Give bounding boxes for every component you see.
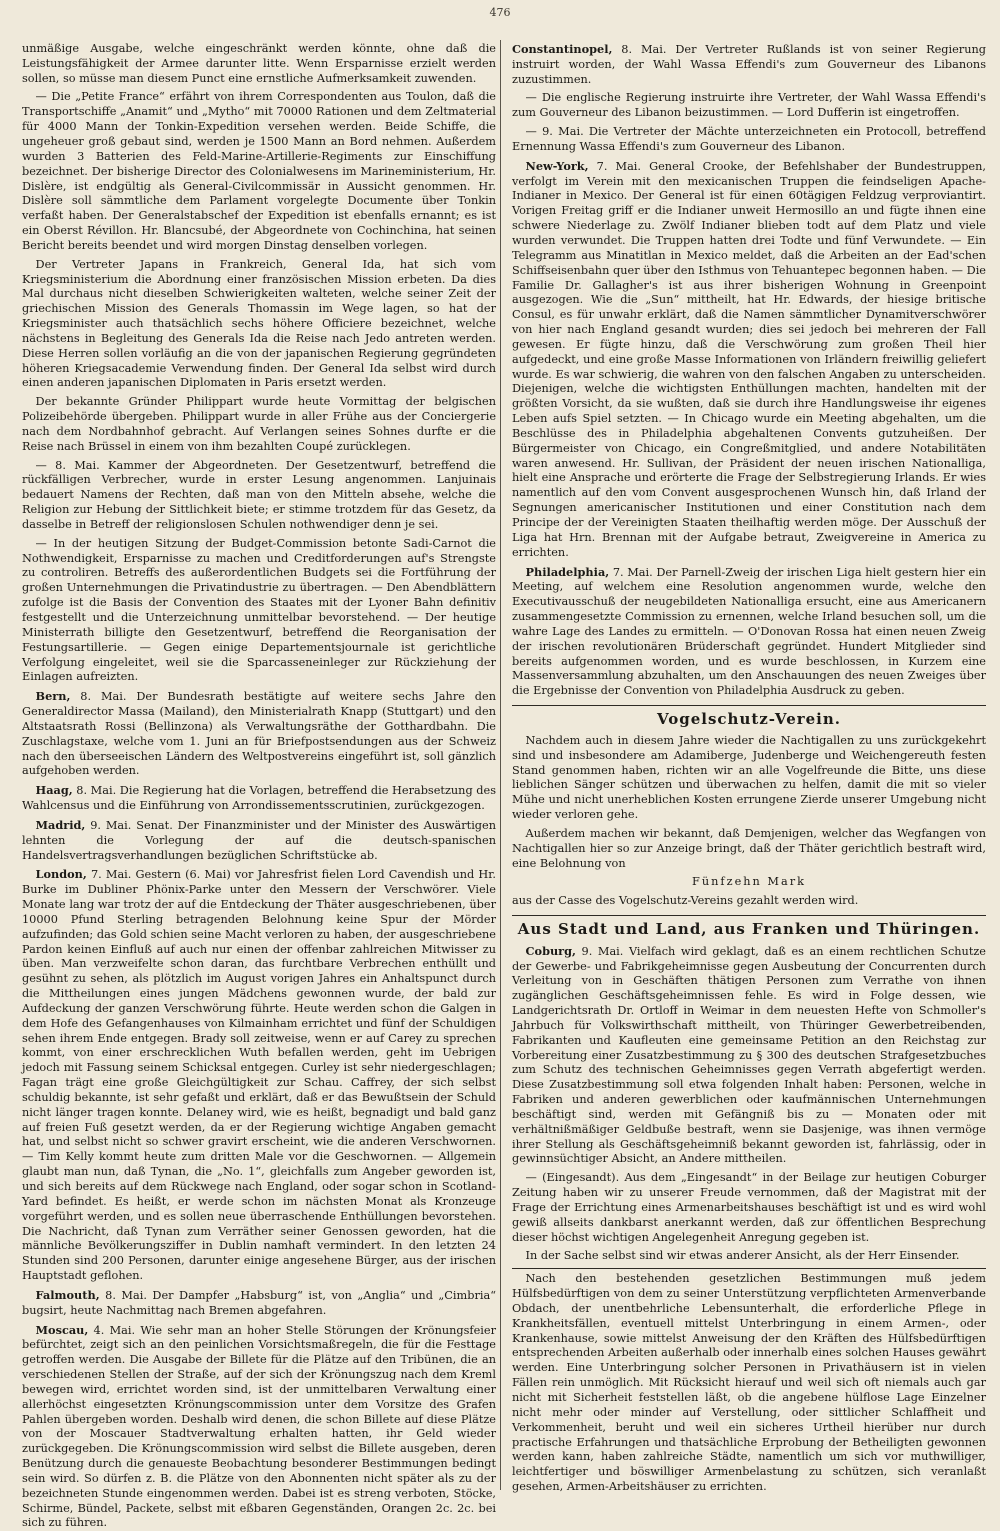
left-paragraph xyxy=(22,459,496,533)
dateline: New-York, xyxy=(525,158,589,173)
left-paragraph xyxy=(22,1323,496,1531)
dateline: Madrid, xyxy=(35,817,86,832)
dateline: Falmouth, xyxy=(35,1287,100,1302)
left-paragraph xyxy=(22,818,496,864)
right-paragraph xyxy=(512,159,986,561)
stadt-land-paragraph-2: — (Eingesandt). Aus dem „Eingesandt“ in der Beilage zur heutigen Coburger Zeitung haben wir zu unserer Freude vernommen, daß der Magistrat mit der Frage der Errichtung eines Armenarbeitshauses beschäftigt ist und es wird wohl gewiß allseits dankbarst anerkannt werden, daß zur öffentlichen Besprechung dieser höchst wichtigen Angelegenheit Anregung gegeben ist. xyxy=(512,1171,986,1244)
left-paragraph xyxy=(22,689,496,779)
vogelschutz-closing: aus der Casse des Vogelschutz-Vereins gezahlt werden wird. xyxy=(512,894,859,908)
right-paragraph xyxy=(512,42,986,88)
stadt-land-paragraph-1 xyxy=(512,944,986,1168)
left-paragraph xyxy=(22,867,496,1284)
stadt-land-heading: Aus Stadt und Land, aus Franken und Thüringen. xyxy=(517,919,981,938)
left-paragraph xyxy=(22,1288,496,1319)
dateline: Moscau, xyxy=(35,1322,89,1337)
stadt-land-paragraph-3: In der Sache selbst sind wir etwas anderer Ansicht, als der Herr Einsender. xyxy=(525,1249,960,1263)
left-paragraph xyxy=(22,537,496,685)
left-paragraph xyxy=(22,258,496,392)
right-paragraph xyxy=(512,91,986,121)
dateline: Haag, xyxy=(35,783,73,798)
right-paragraph xyxy=(512,565,986,700)
vogelschutz-heading: Vogelschutz-Verein. xyxy=(656,710,842,729)
section-rule xyxy=(512,1268,986,1269)
vogelschutz-paragraph-1: Nachdem auch in diesem Jahre wieder die Nachtigallen zu uns zurückgekehrt sind und insbesondere am Adamiberge, Judenberge und Weichengereuth festen Stand genommen haben, richten wir an alle Vogelfreunde die Bitte, uns diese lieblichen Sänger schützen und überwachen zu helfen, damit die mit so vieler Mühe und nicht unerheblichen Kosten errungene Zierde unserer Umgebung nicht wieder verloren gehe. xyxy=(512,733,986,822)
paragraph-text: — 8. Mai. Kammer der Abgeordneten. Der Gesetzentwurf, betreffend die rückfälligen Verbrecher, wurde in erster Lesung angenommen. Lanjuinais bedauert Namens der Rechten, daß man von den Mitteln absehe, welche die Religion zur Hebung der Sittlichkeit biete; er stimme trotzdem für das Gesetz, da dasselbe in Betreff der religionslosen Schulen nothwendiger denn je sei. xyxy=(22,458,496,531)
paragraph-text: 7. Mai. Gestern (6. Mai) vor Jahresfrist fielen Lord Cavendish und Hr. Burke im Dubliner Phönix-Parke unter den Messern der Verschwörer. Viele Monate lang war trotz der auf die Entdeckung der Thäter ausgeschriebenen, über 10000 Pfund Sterling betragenden Belohnung keine Spur der Mörder aufzufinden; das Gold schien seine Macht verloren zu haben, der ausgeschriebene Pardon keinen Einfluß auf auch nur einen der offenbar zahlreichen Mitwisser zu üben. Man verzweifelte schon daran, das furchtbare Verbrechen enthüllt und gesühnt zu sehen, als plötzlich im August vorigen Jahres ein Anhaltspunct durch die Mittheilungen eines jungen Mädchens gewonnen wurde, der bald zur Aufdeckung der ganzen Verschwörung führte. Heute werden schon die Galgen in dem Hofe des Gefangenhauses von Kilmainham errichtet und fünf der Schuldigen sehen ihrem Ende entgegen. Brady soll zeitweise, wenn er auf Carey zu sprechen kommt, von einer erschrecklichen Wuth befallen werden, geht im Uebrigen jedoch mit Fassung seinem Schicksal entgegen. Curley ist sehr niedergeschlagen; Fagan trägt eine große Gleichgültigkeit zur Schau. Caffrey, der sich selbst schuldig bekannte, ist sehr gefaßt und erklärt, daß er das Bewußtsein der Schuld nicht länger tragen konnte. Delaney wird, wie es heißt, begnadigt und bald ganz auf freien Fuß gesetzt werden, da er der Regierung wichtige Angaben gemacht hat, und selbst nicht so schwer gravirt erscheint, wie die anderen Verschwornen. — Tim Kelly kommt heute zum dritten Male vor die Geschwornen. — Allgemein glaubt man nun, daß Tynan, die „No. 1“, gleichfalls zum Angeber geworden ist, und sich bereits auf dem Rückwege nach England, oder sogar schon in Scotland-Yard befindet. Es heißt, er werde schon im nächsten Monat als Kronzeuge vorgeführt werden, und es sollen neue überraschende Enthüllungen bevorstehen. Die Nachricht, daß Tynan zum Verräther seiner Genossen geworden, hat die männliche Bevölkerungsziffer in Dublin namhaft vermindert. In den letzten 24 Stunden sind 200 Personen, darunter einige angesehene Bürger, aus der irischen Hauptstadt geflohen. xyxy=(22,868,496,1283)
paragraph-text: Der Vertreter Japans in Frankreich, General Ida, hat sich vom Kriegsministerium die Abordnung einer französischen Mission erbeten. Da dies Mal durchaus nicht dieselben Schwierigkeiten walteten, welche seiner Zeit der griechischen Mission des Generals Thomassin im Wege lagen, so hat der Kriegsminister auch thatsächlich sechs höhere Officiere bezeichnet, welche nächstens in Begleitung des Generals Ida die Reise nach Jedo antreten werden. Diese Herren sollen vorläufig an die von der japanischen Regierung gegründeten höheren Kriegsacademie Verwendung finden. Der General Ida selbst wird durch einen anderen japanischen Diplomaten in Paris ersetzt werden. xyxy=(22,257,496,390)
left-paragraph xyxy=(22,42,496,87)
paragraph-text: — In der heutigen Sitzung der Budget-Commission betonte Sadi-Carnot die Nothwendigkeit, Ersparnisse zu machen und Creditforderungen auf's Strengste zu controliren. Betreffs des außerordentlichen Budgets sei die Fortführung der großen Unternehmungen die Privatindustrie zu übertragen. — Den Abendblättern zufolge ist die Basis der Convention des Staates mit der Lyoner Bahn definitiv festgestellt und die Unterzeichnung unmittelbar bevorstehend. — Der heutige Ministerrath billigte den Gesetzentwurf, betreffend die Reorganisation der Festungsartillerie. — Gegen einige Departementsjournale ist gerichtliche Verfolgung eingeleitet, weil sie die Sparcasseneinleger zur Rückziehung der Einlagen aufreizten. xyxy=(22,536,496,684)
foreign-news xyxy=(512,42,986,699)
dateline: Bern, xyxy=(35,689,71,704)
dateline: Coburg, xyxy=(525,943,576,958)
paragraph-text: 8. Mai. Die Regierung hat die Vorlagen, betreffend die Herabsetzung des Wahlcensus und die Einführung von Arrondissementsscrutinien, zurückgezogen. xyxy=(22,784,496,813)
dateline: Constantinopel, xyxy=(512,42,613,56)
dateline: Philadelphia, xyxy=(525,564,610,579)
paragraph-text: 4. Mai. Wie sehr man an hoher Stelle Störungen der Krönungsfeier befürchtet, zeigt sich an den peinlichen Vorsichtsmaßregeln, die für die Festtage getroffen werden. Die Ausgabe der Billete für die Plätze auf den Tribünen, die an verschiedenen Stellen der Straße, auf der sich der Krönungszug nach dem Kreml bewegen wird, errichtet worden sind, ist der unmittelbaren Verwaltung einer allerhöchst eingesetzten Krönungscommission unter dem Vorsitze des Grafen Pahlen übergeben worden. Deshalb wird denen, die schon Billete auf diese Plätze von der Moscauer Stadtverwaltung erhalten hatten, ihr Geld wieder zurückgegeben. Die Krönungscommission wird selbst die Billete ausgeben, deren Benützung durch die genaueste Beobachtung besonderer Bestimmungen bedingt sein wird. So dürfen z. B. die Plätze von den Abonnenten nicht später als zu der bezeichneten Stunde eingenommen werden. Dabei ist es streng verboten, Stöcke, Schirme, Bündel, Packete, selbst mit eßbaren Gegenständen, Orangen 2c. 2c. bei sich zu führen. xyxy=(22,1323,496,1530)
right-paragraph xyxy=(512,125,986,155)
left-column xyxy=(22,42,496,1530)
paragraph-text: 9. Mai. Vielfach wird geklagt, daß es an einem rechtlichen Schutze der Gewerbe- und Fabrikgeheimnisse gegen Ausbeutung der Concurrenten durch Verleitung von in Geschäften thätigen Personen zum Verrathe von ihnen zugänglichen Geschäftsgeheimnissen fehle. Es wird in Folge dessen, wie Landgerichtsrath Dr. Ortloff in Weimar in dem neuesten Hefte von Schmoller's Jahrbuch für Volkswirthschaft mittheilt, von Thüringer Gewerbetreibenden, Fabrikanten und Kaufleuten eine gemeinsame Petition an den Reichstag zur Vorbereitung einer Zusatzbestimmung zu § 300 des deutschen Strafgesetzbuches zum Schutz des technischen Geheimnisses gegen Verrath abgefertigt werden. Diese Zusatzbestimmung soll etwa folgenden Inhalt haben: Personen, welche in Fabriken und anderen gewerblichen oder kaufmännischen Unternehmungen beschäftigt sind, werden mit Gefängniß bis zu — Monaten oder mit verhältnißmäßiger Geldbuße bestraft, wenn sie Dasjenige, was ihnen vermöge ihrer Stellung als Geschäftsgeheimniß bekannt geworden ist, fahrlässig, oder in gewinnsüchtiger Absicht, an Andere mittheilen. xyxy=(512,944,986,1166)
paragraph-text: 9. Mai. Senat. Der Finanzminister und der Minister des Auswärtigen lehnten die Vorlegung der auf die deutsch-spanischen Handelsvertragsverhandlungen bezüglichen Schriftstücke ab. xyxy=(22,818,496,862)
page-number: 476 xyxy=(489,6,511,19)
section-rule xyxy=(512,705,986,706)
paragraph-text: — 9. Mai. Die Vertreter der Mächte unterzeichneten ein Protocoll, betreffend Ernennung Wassa Effendi's zum Gouverneur des Libanon. xyxy=(512,125,986,153)
paragraph-text: 8. Mai. Der Vertreter Rußlands ist von seiner Regierung instruirt worden, der Wahl Wassa Effendi's zum Gouverneur des Libanons zuzustimmen. xyxy=(512,43,986,86)
column-divider xyxy=(500,40,501,1490)
left-paragraph xyxy=(22,90,496,253)
paragraph-text: — Die englische Regierung instruirte ihre Vertreter, der Wahl Wassa Effendi's zum Gouverneur des Libanon beizustimmen. — Lord Dufferin ist eingetroffen. xyxy=(512,91,986,120)
dateline: London, xyxy=(35,867,87,882)
paragraph-text: 8. Mai. Der Dampfer „Habsburg“ ist, von „Anglia“ und „Cimbria“ bugsirt, heute Nachmittag nach Bremen abgefahren. xyxy=(22,1288,496,1317)
left-paragraph xyxy=(22,395,496,454)
paragraph-text: 7. Mai. General Crooke, der Befehlshaber der Bundestruppen, verfolgt im Verein mit den mexicanischen Truppen die feindseligen Apache-Indianer in Mexico. Der General ist für einen 60tägigen Feldzug verproviantirt. Vorigen Freitag griff er die Indianer unweit Hermosillo an und fügte ihnen eine schwere Niederlage zu. Zwölf Indianer blieben todt auf dem Platz und viele wurden verwundet. Die Truppen hatten drei Todte und fünf Verwundete. — Ein Telegramm aus Minatitlan in Mexico meldet, daß die Arbeiten an der Ead'schen Schiffseisenbahn quer über den Isthmus von Tehuantepec begonnen haben. — Die Familie Dr. Gallagher's ist aus ihrer bisherigen Wohnung in Greenpoint ausgezogen. Wie die „Sun“ mittheilt, hat Hr. Edwards, der hiesige britische Consul, es für unwahr erklärt, daß die Namen sämmtlicher Dynamitverschwörer von hier nach England gesandt wurden; dies sei jedoch bei mehreren der Fall gewesen. Er fügte hinzu, daß die Verschwörung zum großen Theil hier aufgedeckt, und eine große Masse Informationen von Irländern freiwillig geliefert wurde. Es war schwierig, die wahren von den falschen Angaben zu unterscheiden. Diejenigen, welche die wichtigsten Enthüllungen machten, handelten mit der größten Vorsicht, da sie wußten, daß sie durch ihre Handlungsweise ihr eigenes Leben aufs Spiel setzten. — In Chicago wurde ein Meeting abgehalten, um die Beschlüsse des in Philadelphia abgehaltenen Convents gutzuheißen. Der Bürgermeister von Chicago, ein Congreßmitglied, und andere Notabilitäten waren anwesend. Hr. Sullivan, der Präsident der neuen irischen Nationalliga, hielt eine Ansprache und erörterte die Frage der Selbstregierung Irlands. Er wies namentlich auf den vom Convent ausgesprochenen Wunsch hin, daß Irland der Segnungen americanischer Institutionen und einer Constitution nach dem Principe der der Vereinigten Staaten theilhaftig werden möge. Der Ausschuß der Liga hat Hrn. Brennan mit der Aufgabe betraut, Zweigvereine in America zu errichten. xyxy=(512,159,987,559)
vogelschutz-paragraph-2: Außerdem machen wir bekannt, daß Demjenigen, welcher das Wegfangen von Nachtigallen hier so zur Anzeige bringt, daß der Thäter gerichtlich bestraft wird, eine Belohnung von xyxy=(512,826,986,870)
section-rule xyxy=(512,915,986,916)
paragraph-text: unmäßige Ausgabe, welche eingeschränkt werden könnte, ohne daß die Leistungsfähigkeit der Armee darunter litte. Wenn Ersparnisse erzielt werden sollen, so müsse man diesem Punct eine ernstliche Aufmerksamkeit zuwenden. xyxy=(22,42,496,85)
paragraph-text: — Die „Petite France“ erfährt von ihrem Correspondenten aus Toulon, daß die Transportschiffe „Anamit“ und „Mytho“ mit 70000 Rationen und dem Zeltmaterial für 4000 Mann der Tonkin-Expedition versehen werden. Beide Schiffe, die ungeheuer groß gebaut sind, werden je 1500 Mann an Bord nehmen. Außerdem wurden 3 Batterien des Feld-Marine-Artillerie-Regiments zur Einschiffung bezeichnet. Der bisherige Director des Colonialwesens im Marineministerium, Hr. Dislère, ist endgültig als General-Civilcommissär in Aussicht genommen. Hr. Dislère soll sämmtliche dem Parlament vorgelegte Documente über Tonkin verfaßt haben. Der Generalstabschef der Expedition ist ebenfalls ernannt; es ist ein Oberst Révillon. Hr. Blancsubé, der Abgeordnete von Cochinchina, hat seinen Bericht bereits beendet und wird morgen Dinstag denselben vorlegen. xyxy=(22,90,496,252)
paragraph-text: 7. Mai. Der Parnell-Zweig der irischen Liga hielt gestern hier ein Meeting, auf welchem eine Resolution angenommen wurde, welche den Executivausschuß der neugebildeten Nationalliga ersucht, eine aus Americanern zusammengesetzte Commission zu ernennen, welche Irland besuchen soll, um die wahre Lage des Landes zu ermitteln. — O'Donovan Rossa hat einen neuen Zweig der irischen revolutionären Brüderschaft gegründet. Hundert Mitglieder sind bereits aufgenommen worden, und es wurde beschlossen, in Kurzem eine Massenversammlung abzuhalten, um den Anschauungen des neuen Zweiges über die Ergebnisse der Convention von Philadelphia Ausdruck zu geben. xyxy=(512,565,986,698)
right-column xyxy=(512,42,987,1494)
vogelschutz-reward: Fünfzehn Mark xyxy=(692,875,806,889)
stadt-land-paragraph-4: Nach den bestehenden gesetzlichen Bestimmungen muß jedem Hülfsbedürftigen von dem zu seiner Unterstützung verpflichteten Armenverbande Obdach, der unentbehrliche Lebensunterhalt, die erforderliche Pflege in Krankheitsfällen, eventuell mittelst Unterbringung in einem Armen-, oder Krankenhause, sowie mittelst Anweisung der den Kräften des Hülfsbedürftigen entsprechenden Arbeiten außerhalb oder innerhalb eines solchen Hauses gewährt werden. Eine Unterbringung solcher Personen in Privathäusern ist in vielen Fällen rein unmöglich. Mit Rücksicht hierauf und weil sich oft niemals auch gar nicht mit Sicherheit feststellen läßt, ob die angebene hülflose Lage Einzelner nicht mehr oder minder auf Verstellung, oder sittlicher Schlaffheit und Verkommenheit, beruht und weil ein sicheres Urtheil hierüber nur durch practische Erfahrungen und thatsächliche Erprobung der Betheiligten gewonnen werden kann, haben zahlreiche Städte, namentlich um sich vor muthwilliger, leichtfertiger und böswilliger Armenbelastung zu schützen, sich veranlaßt gesehen, Armen-Arbeitshäuser zu errichten. xyxy=(512,1272,986,1494)
left-paragraph xyxy=(22,783,496,814)
paragraph-text: Der bekannte Gründer Philippart wurde heute Vormittag der belgischen Polizeibehörde übergeben. Philippart wurde in aller Frühe aus der Conciergerie nach dem Nordbahnhof gebracht. Auf Verlangen seines Sohnes durfte er die Reise nach Brüssel in einem von ihm bezahlten Coupé zurücklegen. xyxy=(22,395,496,453)
paragraph-text: 8. Mai. Der Bundesrath bestätigte auf weitere sechs Jahre den Generaldirector Massa (Mailand), den Ministerialrath Knapp (Stuttgart) und den Altstaatsrath Rossi (Bellinzona) als Verwaltungsräthe der Gotthardbahn. Die Zuschlagstaxe, welche vom 1. Juni an für Briefpostsendungen aus der Schweiz nach den überseeischen Ländern des Weltpostvereins eingeführt ist, soll gänzlich aufgehoben werden. xyxy=(22,690,496,778)
